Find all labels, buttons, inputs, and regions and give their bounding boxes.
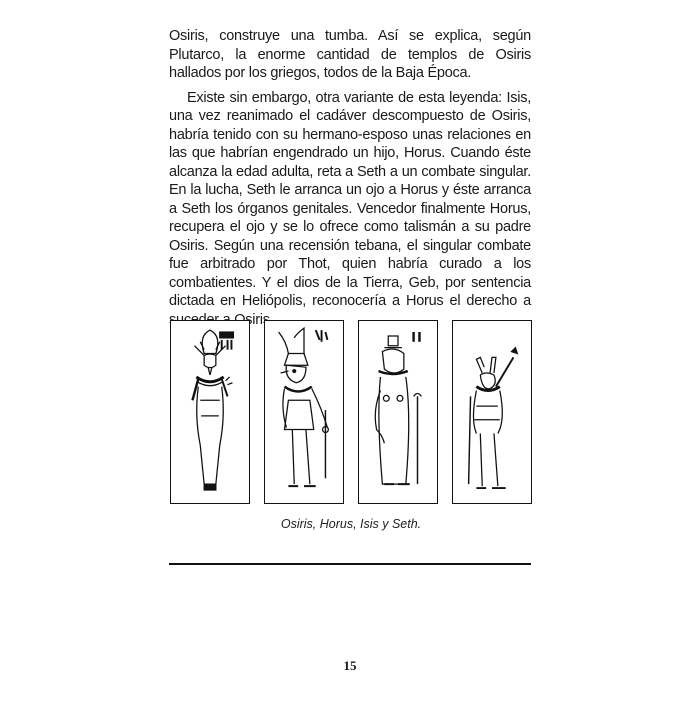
paragraph-1: Osiris, construye una tumba. Así se explica, según Plutarco, la enorme cantidad de templos de Osiris hallados por los griegos, todos de la Baja Época.	[169, 28, 531, 81]
figure-caption: Osiris, Horus, Isis y Seth.	[280, 517, 422, 531]
page-number: 15	[343, 658, 357, 673]
seth-drawing-icon	[453, 321, 531, 503]
seth-illustration	[452, 320, 532, 504]
osiris-drawing-icon	[171, 321, 249, 503]
divider-rule	[169, 563, 531, 565]
horus-illustration	[264, 320, 344, 504]
body-text	[169, 27, 531, 329]
osiris-illustration	[170, 320, 250, 504]
paragraph-2: Existe sin embargo, otra variante de esta leyenda: Isis, una vez reanimado el cadáver descompuesto de Osiris, habría tenido con su hermano-esposo unas relaciones en las que habrían engendrado un hijo, Horus. Cuando éste alcanza la edad adulta, reta a Seth a un combate singular. En la lucha, Seth le arranca un ojo a Horus y éste arranca a Seth los órganos genitales. Vencedor finalmente Horus, recupera el ojo y se lo ofrece como talismán a su padre Osiris. Según una recensión tebana, el singular combate fue arbitrado por Thot, quien habría curado a los combatientes. Y el dios de la Tierra, Geb, por sentencia dictada en Heliópolis, reconocería a Horus el derecho a Osiris.	[169, 89, 531, 328]
isis-drawing-icon	[359, 321, 437, 503]
horus-drawing-icon	[265, 321, 343, 503]
isis-illustration	[358, 320, 438, 504]
deities-figure	[170, 320, 532, 506]
